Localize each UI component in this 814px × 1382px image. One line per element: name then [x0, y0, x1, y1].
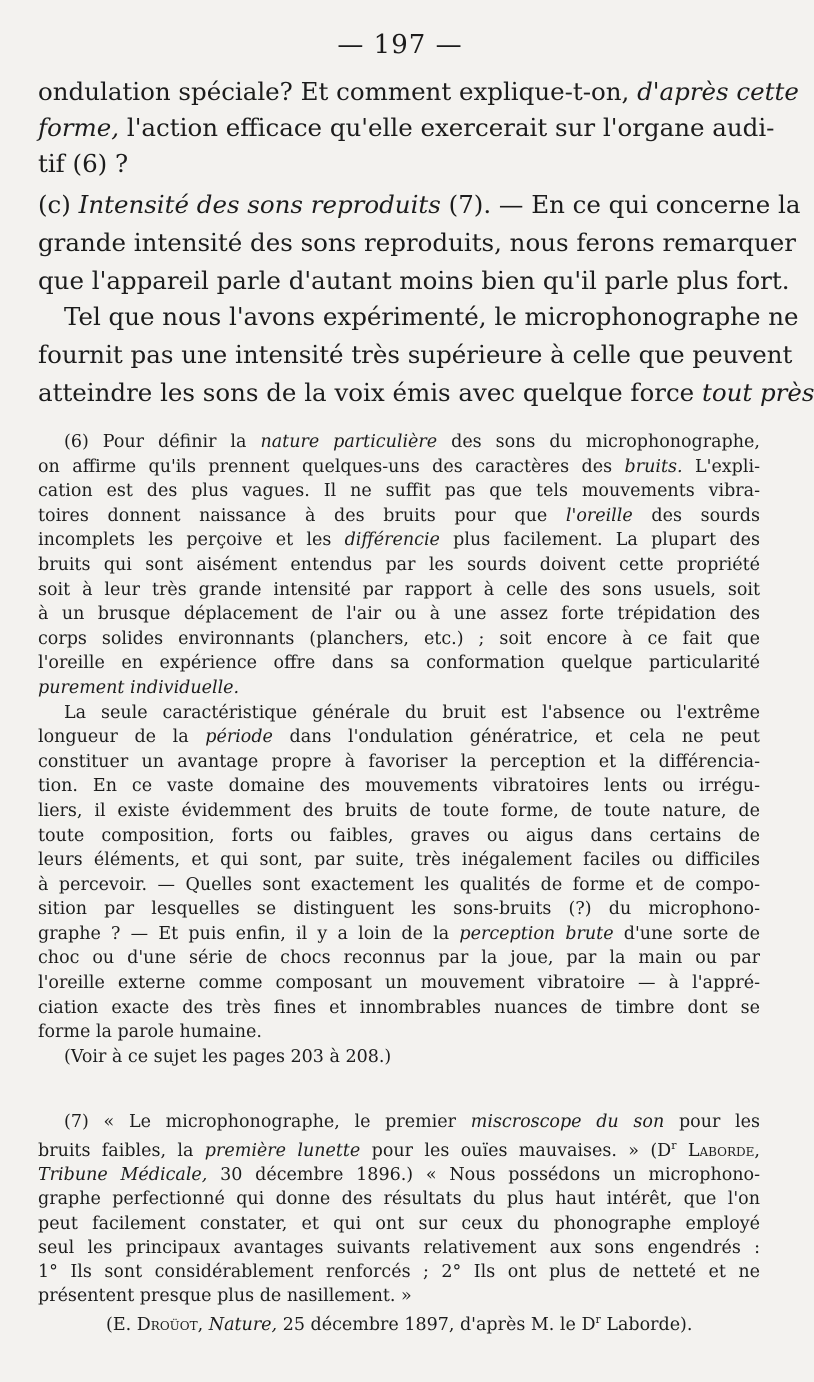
text-line: forme la parole humaine.	[38, 1022, 262, 1043]
text-line: (6) Pour définir la nature particulière des sons du microphonographe,	[64, 432, 760, 452]
text-line: toute composition, forts ou faibles, graves ou aigus dans certains de	[38, 825, 760, 846]
text-line: (7) « Le microphonographe, le premier miscroscope du son pour les	[64, 1112, 760, 1132]
text-line: incomplets les perçoive et les différencie plus facilement. La plupart des	[38, 530, 760, 551]
text-line: 1° Ils sont considérablement renforcés ; 2° Ils ont plus de netteté et ne	[38, 1262, 760, 1283]
footnote-7	[38, 1110, 760, 1337]
text-line: ondulation spéciale? Et comment explique-t-on, d'après cette	[38, 77, 799, 106]
section-c-paragraph	[38, 186, 801, 300]
text-line: toires donnent naissance à des bruits pour que l'oreille des sourds	[38, 505, 760, 526]
text-line: seul les principaux avantages suivants relativement aux sons engendrés :	[38, 1237, 760, 1258]
text-line: purement individuelle.	[38, 677, 240, 698]
text-line: sition par lesquelles se distinguent les sons-bruits (?) du microphono-	[38, 899, 760, 920]
main-paragraph-2	[38, 298, 814, 412]
text-line: choc ou d'une série de chocs reconnus par la joue, par la main ou par	[38, 948, 760, 969]
text-line: grande intensité des sons reproduits, nous ferons remarquer	[38, 228, 796, 257]
text-line: Tribune Médicale, 30 décembre 1896.) « Nous possédons un microphono-	[38, 1165, 760, 1186]
text-line: bruits faibles, la première lunette pour les ouïes mauvaises. » ($D^r$ Laborde,	[38, 1139, 760, 1162]
text-line: graphe ? — Et puis enfin, il y a loin de la perception brute d'une sorte de	[38, 923, 760, 944]
text-line: bruits qui sont aisément entendus par les sourds doivent cette propriété	[38, 554, 760, 575]
footnote-6-paragraph-1	[38, 430, 760, 701]
text-line: graphe perfectionné qui donne des résultats du plus haut intérêt, que l'on	[38, 1189, 760, 1210]
text-line: forme, l'action efficace qu'elle exercerait sur l'organe audi-	[38, 113, 775, 142]
text-line: leurs éléments, et qui sont, par suite, très inégalement faciles ou difficiles	[38, 850, 760, 871]
text-line: l'oreille en expérience offre dans sa conformation quelque particularité	[38, 653, 760, 674]
page-number: — 197 —	[337, 30, 463, 60]
text-line: tif (6) ?	[38, 149, 129, 178]
text-line: corps solides environnants (planchers, etc.) ; soit encore à ce fait que	[38, 628, 760, 649]
text-line: atteindre les sons de la voix émis avec quelque force tout près	[38, 378, 814, 407]
text-line: constituer un avantage propre à favoriser la perception et la différencia-	[38, 751, 760, 772]
text-line: l'oreille externe comme composant un mouvement vibratoire — à l'appré-	[38, 973, 760, 994]
footnote-6-paragraph-3	[38, 1045, 760, 1070]
section-heading: Intensité des sons reproduits	[78, 190, 441, 219]
text-line: liers, il existe évidemment des bruits de toute forme, de toute nature, de	[38, 800, 760, 821]
text-line: (Voir à ce sujet les pages 203 à 208.)	[64, 1046, 392, 1067]
text-line: à un brusque déplacement de l'air ou à une assez forte trépidation des	[38, 604, 760, 625]
text-line: (c) Intensité des sons reproduits (7). — En ce qui concerne la	[38, 190, 801, 219]
text-line: présentent presque plus de nasillement. »	[38, 1286, 412, 1307]
footnote-6-paragraph-2	[38, 701, 760, 1045]
text-line: que l'appareil parle d'autant moins bien qu'il parle plus fort.	[38, 266, 790, 295]
text-line: La seule caractéristique générale du bruit est l'absence ou l'extrême	[64, 702, 760, 723]
citation-line: (E. Droüot, Nature, 25 décembre 1897, d'après M. le $D^r$ Laborde).	[106, 1313, 693, 1336]
main-paragraph	[38, 74, 799, 182]
text-line: cation est des plus vagues. Il ne suffit pas que tels mouvements vibra-	[38, 481, 760, 502]
text-line: tion. En ce vaste domaine des mouvements vibratoires lents ou irrégu-	[38, 776, 760, 797]
text-line: soit à leur très grande intensité par rapport à celle des sons usuels, soit	[38, 579, 760, 600]
text-line: peut facilement constater, et qui ont sur ceux du phonographe employé	[38, 1213, 760, 1234]
footnote-6	[38, 430, 760, 1069]
text-line: Tel que nous l'avons expérimenté, le microphonographe ne	[64, 302, 799, 331]
text-line: on affirme qu'ils prennent quelques-uns des caractères des bruits. L'expli-	[38, 456, 760, 477]
text-line: ciation exacte des très fines et innombrables nuances de timbre dont se	[38, 997, 760, 1018]
text-line: fournit pas une intensité très supérieure à celle que peuvent	[38, 340, 793, 369]
text-line: à percevoir. — Quelles sont exactement les qualités de forme et de compo-	[38, 874, 760, 895]
text-line: longueur de la période dans l'ondulation génératrice, et cela ne peut	[38, 727, 760, 748]
